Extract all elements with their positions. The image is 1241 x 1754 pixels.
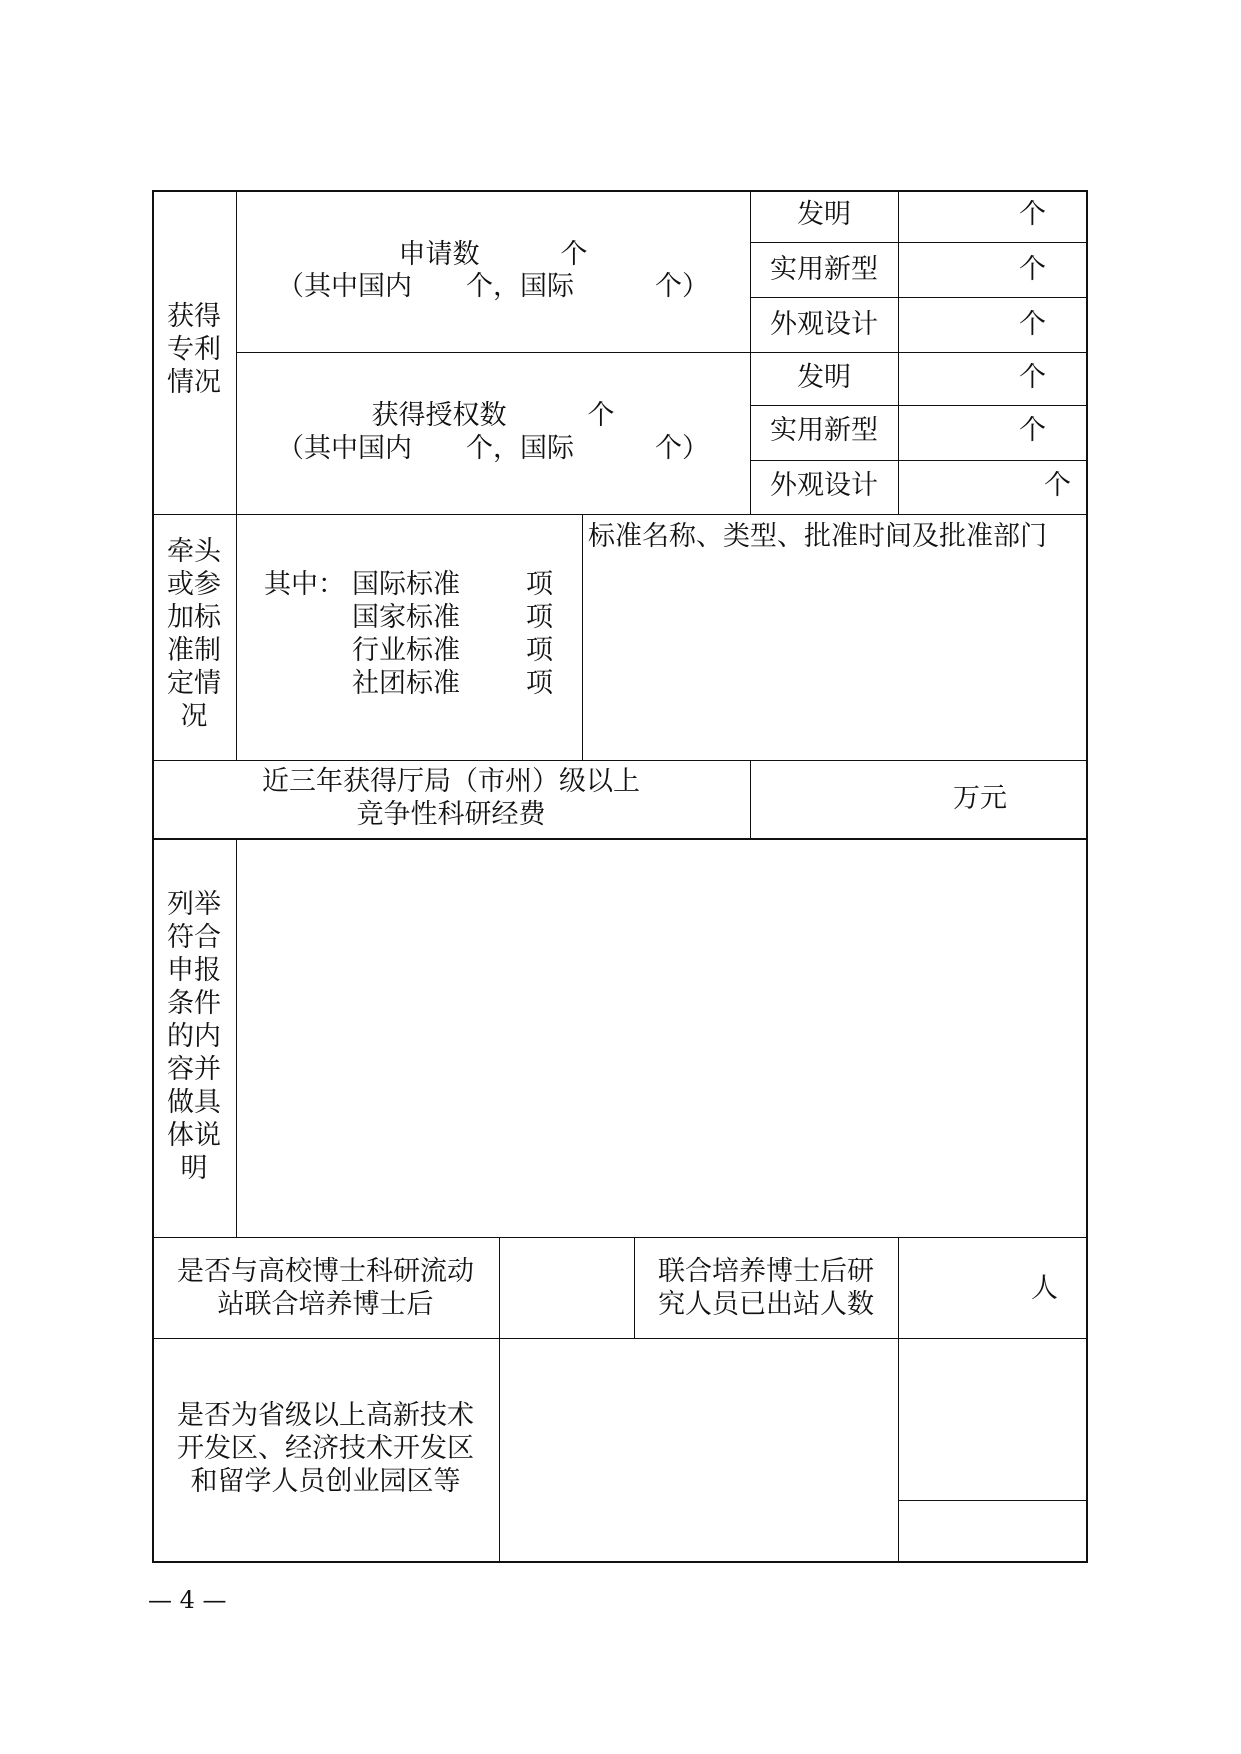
column-divider <box>750 760 751 838</box>
application-count-line: 申请数 个 <box>398 239 588 270</box>
postdoc-answer-cell[interactable] <box>501 1239 633 1337</box>
standards-label <box>152 535 236 733</box>
label-line: 的内 <box>167 1021 221 1052</box>
zone-label: 和留学人员创业园区等 <box>190 1466 461 1497</box>
patent-type-unit: 个 <box>1019 362 1046 393</box>
page-number: — 4 — <box>148 1586 227 1614</box>
label-line: 做具 <box>167 1087 221 1118</box>
patent-type-unit: 个 <box>1019 254 1046 285</box>
patent-type-unit: 个 <box>1019 309 1046 340</box>
standard-name: 国家标准 <box>352 602 460 633</box>
label-line: 况 <box>180 701 208 732</box>
patent-type-unit: 个 <box>1019 199 1046 230</box>
label-line: 申报 <box>167 955 221 986</box>
column-divider <box>898 190 899 514</box>
standards-detail-header: 标准名称、类型、批准时间及批准部门 <box>588 521 1047 552</box>
label-line: 明 <box>180 1153 208 1184</box>
patent-type-label: 实用新型 <box>770 415 878 446</box>
patent-type-label: 外观设计 <box>770 470 878 501</box>
patent-type-label: 外观设计 <box>770 309 878 340</box>
label-line: 定情 <box>167 668 221 699</box>
label-line: 列举 <box>167 889 221 920</box>
postdoc-count-label: 究人员已出站人数 <box>658 1289 874 1320</box>
column-divider <box>499 1237 500 1563</box>
funding-label: 近三年获得厅局（市州）级以上 <box>262 766 640 797</box>
patent-label <box>152 300 236 399</box>
row-divider <box>750 460 1088 461</box>
column-divider <box>750 190 751 514</box>
standard-unit: 项 <box>526 668 553 699</box>
granted-count-line: 获得授权数 个 <box>371 400 615 431</box>
patent-type-unit: 个 <box>1044 470 1071 501</box>
column-divider <box>582 514 583 760</box>
patent-type-label: 发明 <box>797 199 851 230</box>
row-divider <box>152 760 1088 761</box>
label-line: 或参 <box>167 569 221 600</box>
patent-type-label: 实用新型 <box>770 254 878 285</box>
postdoc-count-unit: 人 <box>1031 1273 1058 1304</box>
label-line: 情况 <box>167 367 221 398</box>
label-line: 准制 <box>167 635 221 666</box>
zone-label: 是否为省级以上高新技术 <box>177 1400 474 1431</box>
funding-label: 竞争性科研经费 <box>356 799 546 830</box>
label-line: 符合 <box>167 922 221 953</box>
row-divider <box>152 514 1088 515</box>
label-line: 条件 <box>167 988 221 1019</box>
label-line: 体说 <box>167 1120 221 1151</box>
column-divider <box>236 838 237 1237</box>
postdoc-count-label: 联合培养博士后研 <box>658 1256 874 1287</box>
standard-name: 国际标准 <box>352 569 460 600</box>
standard-unit: 项 <box>526 569 553 600</box>
application-breakdown-line: （其中国内 个，国际 个） <box>277 271 709 302</box>
conditions-content-area[interactable] <box>238 840 1086 1236</box>
row-divider <box>750 297 1088 298</box>
postdoc-label: 站联合培养博士后 <box>217 1289 434 1320</box>
label-line: 牵头 <box>167 536 221 567</box>
standard-name: 社团标准 <box>352 668 460 699</box>
label-line: 获得 <box>167 301 221 332</box>
row-divider <box>898 1500 1088 1501</box>
zone-label: 开发区、经济技术开发区 <box>177 1433 474 1464</box>
label-line: 专利 <box>167 334 221 365</box>
label-line: 容并 <box>167 1054 221 1085</box>
conditions-label <box>152 888 236 1185</box>
patent-type-unit: 个 <box>1019 415 1046 446</box>
zone-answer-cell[interactable] <box>501 1340 897 1561</box>
label-line: 加标 <box>167 602 221 633</box>
standards-prefix: 其中： <box>264 569 345 600</box>
funding-unit: 万元 <box>953 783 1007 814</box>
patent-type-label: 发明 <box>797 362 851 393</box>
row-divider <box>152 1338 1088 1339</box>
standard-name: 行业标准 <box>352 635 460 666</box>
row-divider <box>152 1237 1088 1238</box>
standard-unit: 项 <box>526 635 553 666</box>
row-divider <box>750 242 1088 243</box>
row-divider <box>750 405 1088 406</box>
postdoc-label: 是否与高校博士科研流动 <box>177 1256 474 1287</box>
standard-unit: 项 <box>526 602 553 633</box>
granted-breakdown-line: （其中国内 个，国际 个） <box>277 433 709 464</box>
row-divider <box>236 352 1088 353</box>
